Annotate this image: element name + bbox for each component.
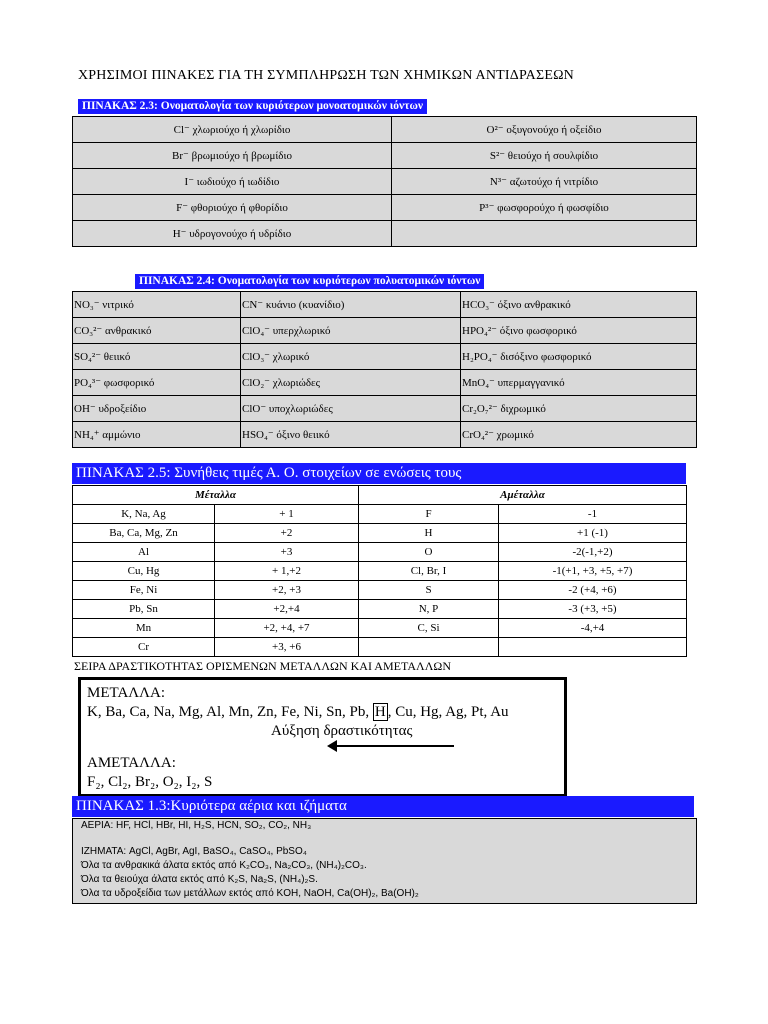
- arrow-line: [334, 745, 454, 747]
- metals-series-part-2: , Cu, Hg, Ag, Pt, Au: [387, 704, 509, 720]
- table-cell: +2: [215, 524, 359, 543]
- table-cell: N, P: [359, 600, 499, 619]
- table-cell: Cl, Br, I: [359, 562, 499, 581]
- metals-series: [87, 704, 509, 721]
- table-cell: CO₃²⁻ ανθρακικό: [73, 318, 241, 344]
- table-cell: CrO₄²⁻ χρωμικό: [461, 422, 697, 448]
- table-row: [73, 505, 687, 524]
- table-cell: -2(-1,+2): [499, 543, 687, 562]
- table-cell: Mn: [73, 619, 215, 638]
- table-cell: O: [359, 543, 499, 562]
- table-cell: Cr: [73, 638, 215, 657]
- table-cell: S: [359, 581, 499, 600]
- table-cell: +3: [215, 543, 359, 562]
- table-cell: + 1,+2: [215, 562, 359, 581]
- table-row: [73, 638, 687, 657]
- table-row: [73, 562, 687, 581]
- table-row: [73, 117, 697, 143]
- table-cell: PO₄³⁻ φωσφορικό: [73, 370, 241, 396]
- table-cell: +2,+4: [215, 600, 359, 619]
- table-2-3: [72, 116, 697, 247]
- precipitates-line: ΙΖΗΜΑΤΑ: AgCl, AgBr, AgI, BaSO₄, CaSO₄, PbSO₄: [81, 846, 307, 857]
- table-1-3-heading: ΠΙΝΑΚΑΣ 1.3:Κυριότερα αέρια και ιζήματα: [72, 796, 694, 817]
- table-cell: -1: [499, 505, 687, 524]
- table-2-3-heading: ΠΙΝΑΚΑΣ 2.3: Ονοματολογία των κυριότερων μονοατομικών ιόντων: [78, 99, 427, 114]
- metals-label: ΜΕΤΑΛΛΑ:: [87, 685, 166, 701]
- gases-line: ΑΕΡΙΑ: HF, HCl, HBr, HI, H₂S, HCN, SO₂, CO₂, NH₃: [81, 820, 312, 831]
- table-cell: [392, 221, 697, 247]
- table-row: [73, 344, 697, 370]
- table-cell: +3, +6: [215, 638, 359, 657]
- nonmetals-series: F₂, Cl₂, Br₂, O₂, I₂, S: [87, 774, 213, 790]
- table-cell: CN⁻ κυάνιο (κυανίδιο): [241, 292, 461, 318]
- table-cell: -3 (+3, +5): [499, 600, 687, 619]
- table-row: [73, 370, 697, 396]
- table-cell: Cl⁻ χλωριούχο ή χλωρίδιο: [73, 117, 392, 143]
- table-row: [73, 169, 697, 195]
- table-cell: F: [359, 505, 499, 524]
- table-header-row: [73, 486, 687, 505]
- hydrogen-marker: H: [374, 704, 386, 720]
- table-cell: ClO⁻ υποχλωριώδες: [241, 396, 461, 422]
- table-cell: -1(+1, +3, +5, +7): [499, 562, 687, 581]
- table-cell: HCO₃⁻ όξινο ανθρακικό: [461, 292, 697, 318]
- table-cell: S²⁻ θειούχο ή σουλφίδιο: [392, 143, 697, 169]
- table-row: [73, 600, 687, 619]
- table-row: [73, 422, 697, 448]
- table-cell: I⁻ ιωδιούχο ή ιωδίδιο: [73, 169, 392, 195]
- carbonates-line: Όλα τα ανθρακικά άλατα εκτός από K₂CO₃, Na₂CO₃, (NH₄)₂CO₃.: [81, 860, 367, 871]
- table-cell: Ba, Ca, Mg, Zn: [73, 524, 215, 543]
- table-cell: F⁻ φθοριούχο ή φθορίδιο: [73, 195, 392, 221]
- table-2-5-heading: ΠΙΝΑΚΑΣ 2.5: Συνήθεις τιμές Α. Ο. στοιχείων σε ενώσεις τους: [72, 463, 686, 484]
- table-row: [73, 195, 697, 221]
- table-cell: +1 (-1): [499, 524, 687, 543]
- table-2-5: [72, 485, 687, 657]
- table-cell: Al: [73, 543, 215, 562]
- table-cell: O²⁻ οξυγονούχο ή οξείδιο: [392, 117, 697, 143]
- table-cell: -4,+4: [499, 619, 687, 638]
- table-row: [73, 543, 687, 562]
- table-cell: SO₄²⁻ θειικό: [73, 344, 241, 370]
- table-cell: ClO₂⁻ χλωριώδες: [241, 370, 461, 396]
- table-cell: Fe, Ni: [73, 581, 215, 600]
- table-cell: NO₃⁻ νιτρικό: [73, 292, 241, 318]
- table-cell: HSO₄⁻ όξινο θειικό: [241, 422, 461, 448]
- table-cell: ClO₄⁻ υπερχλωρικό: [241, 318, 461, 344]
- table-cell: MnO₄⁻ υπερμαγγανικό: [461, 370, 697, 396]
- table-cell: Cu, Hg: [73, 562, 215, 581]
- increase-label: Αύξηση δραστικότητας: [271, 723, 413, 739]
- table-cell: NH₄⁺ αμμώνιο: [73, 422, 241, 448]
- table-row: [73, 396, 697, 422]
- table-cell: Cr₂O₇²⁻ διχρωμικό: [461, 396, 697, 422]
- table-row: [73, 581, 687, 600]
- table-cell: HPO₄²⁻ όξινο φωσφορικό: [461, 318, 697, 344]
- table-cell: N³⁻ αζωτούχο ή νιτρίδιο: [392, 169, 697, 195]
- header-metals: Μέταλλα: [73, 486, 359, 505]
- page-title: ΧΡΗΣΙΜΟΙ ΠΙΝΑΚΕΣ ΓΙΑ ΤΗ ΣΥΜΠΛΗΡΩΣΗ ΤΩΝ ΧΗΜΙΚΩΝ ΑΝΤΙΔΡΑΣΕΩΝ: [78, 68, 574, 83]
- table-cell: +2, +4, +7: [215, 619, 359, 638]
- table-cell: K, Na, Ag: [73, 505, 215, 524]
- table-cell: [499, 638, 687, 657]
- nonmetals-label: ΑΜΕΤΑΛΛΑ:: [87, 755, 176, 771]
- table-cell: H: [359, 524, 499, 543]
- table-2-4-heading: ΠΙΝΑΚΑΣ 2.4: Ονοματολογία των κυριότερων πολυατομικών ιόντων: [135, 274, 484, 289]
- table-row: [73, 524, 687, 543]
- metals-series-part-1: K, Ba, Ca, Na, Mg, Al, Mn, Zn, Fe, Ni, Sn, Pb,: [87, 704, 370, 720]
- reactivity-series-title: ΣΕΙΡΑ ΔΡΑΣΤΙΚΟΤΗΤΑΣ ΟΡΙΣΜΕΝΩΝ ΜΕΤΑΛΛΩΝ ΚΑΙ ΑΜΕΤΑΛΛΩΝ: [74, 659, 451, 673]
- table-cell: H₂PO₄⁻ δισόξινο φωσφορικό: [461, 344, 697, 370]
- table-row: [73, 619, 687, 638]
- table-cell: [359, 638, 499, 657]
- sulfides-line: Όλα τα θειούχα άλατα εκτός από K₂S, Na₂S, (NH₄)₂S.: [81, 874, 318, 885]
- table-2-4: [72, 291, 697, 448]
- header-nonmetals: Αμέταλλα: [359, 486, 687, 505]
- hydroxides-line: Όλα τα υδροξείδια των μετάλλων εκτός από KOH, NaOH, Ca(OH)₂, Ba(OH)₂: [81, 888, 419, 899]
- table-row: [73, 221, 697, 247]
- table-cell: ClO₃⁻ χλωρικό: [241, 344, 461, 370]
- table-row: [73, 318, 697, 344]
- table-cell: Pb, Sn: [73, 600, 215, 619]
- reactivity-series-box: [78, 677, 567, 797]
- table-cell: OH⁻ υδροξείδιο: [73, 396, 241, 422]
- table-1-3: [72, 818, 697, 904]
- table-row: [73, 292, 697, 318]
- table-row: [73, 143, 697, 169]
- table-cell: +2, +3: [215, 581, 359, 600]
- table-cell: + 1: [215, 505, 359, 524]
- table-cell: -2 (+4, +6): [499, 581, 687, 600]
- table-cell: P³⁻ φωσφορούχο ή φωσφίδιο: [392, 195, 697, 221]
- table-cell: C, Si: [359, 619, 499, 638]
- table-cell: H⁻ υδρογονούχο ή υδρίδιο: [73, 221, 392, 247]
- table-cell: Br⁻ βρωμιούχο ή βρωμίδιο: [73, 143, 392, 169]
